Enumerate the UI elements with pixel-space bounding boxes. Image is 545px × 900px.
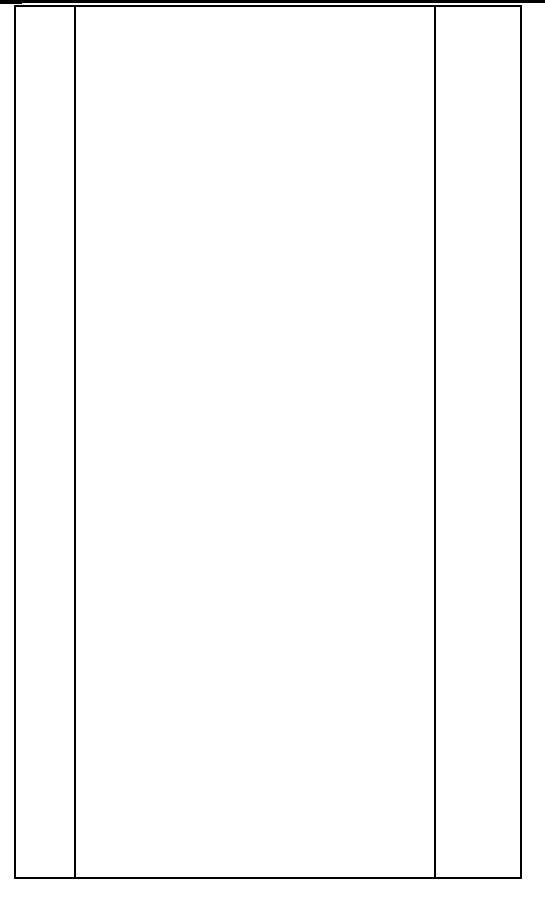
top-rule: [0, 0, 545, 3]
contents-table: [14, 5, 522, 879]
column-divider-right: [434, 7, 436, 877]
column-divider-left: [74, 7, 76, 877]
